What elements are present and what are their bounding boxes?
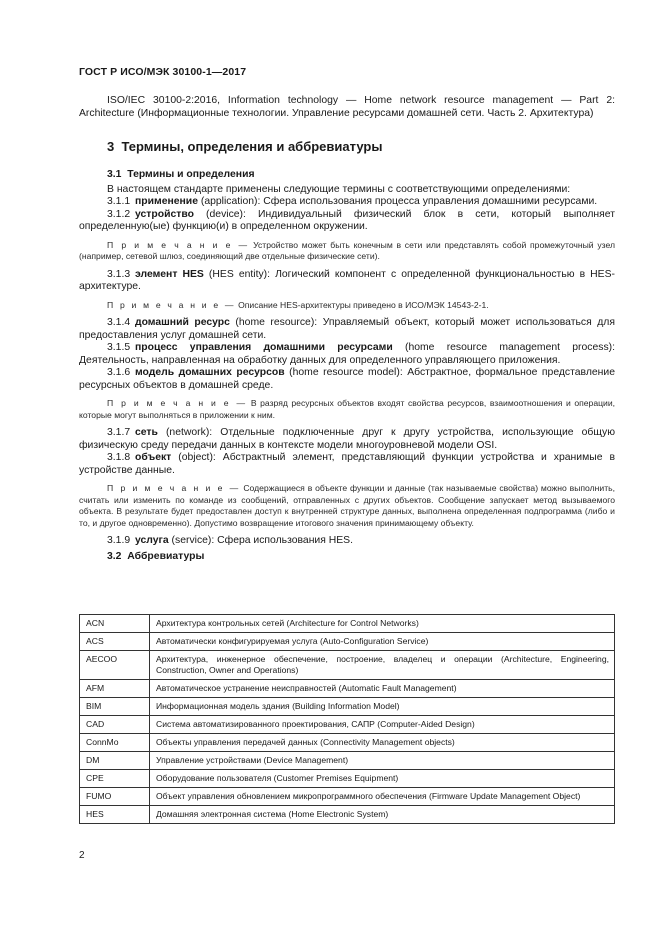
subsection-title: Аббревиатуры xyxy=(127,550,205,562)
term-english: (home resource model): xyxy=(284,367,408,378)
table-row xyxy=(80,716,615,734)
term-name: устройство xyxy=(135,208,194,220)
description-cell: Объект управления обновлением микропрограммного обеспечения (Firmware Update Management Object) xyxy=(150,788,615,806)
description-cell: Архитектура, инженерное обеспечение, построение, владелец и операции (Architecture, Engineering, Construction, Owner and Operations) xyxy=(150,651,615,680)
note-label: П р и м е ч а н и е — xyxy=(107,299,236,310)
term-entry xyxy=(79,367,615,392)
term-entry xyxy=(79,427,615,452)
table-row xyxy=(80,752,615,770)
note-text: Описание HES-архитектуры приведено в ИСО/МЭК 14543-2-1. xyxy=(235,299,489,310)
term-name: сеть xyxy=(135,427,158,438)
description-cell: Оборудование пользователя (Customer Premises Equipment) xyxy=(150,770,615,788)
term-number: 3.1.8 xyxy=(107,452,131,463)
abbreviation-cell: BIM xyxy=(80,698,150,716)
term-definition: Индивидуальный физический блок в сети, который выполняет определенную(ые) функцию(и) в определенном окружении. xyxy=(79,208,615,232)
table-row xyxy=(80,651,615,680)
term-name: модель домашних ресурсов xyxy=(135,367,285,378)
subsection-number: 3.2 xyxy=(107,550,122,562)
note-text: В разряд ресурсных объектов входят свойства ресурсов, взаимоотношения и операции, которые могут выполняться в приложении к ним. xyxy=(79,398,616,420)
term-name: услуга xyxy=(135,535,169,546)
term-english: (home resource): xyxy=(229,317,323,328)
table-row xyxy=(80,788,615,806)
term-definition: Отдельные подключенные друг к другу устройства, использующие общую физическую среду передачи данных в контексте модели многоуровневой модели OSI. xyxy=(79,427,615,451)
note-label: П р и м е ч а н и е — xyxy=(107,483,241,493)
term-number: 3.1.2 xyxy=(107,208,131,220)
section-number: 3 xyxy=(107,139,115,154)
note-text: Содержащиеся в объекте функции и данные (так называемые свойства) можно выполнить, считать или изменить по команде из сообщений, отправленных с других объектов. Сообщение запускает метод вызываемого объекта. В результате будет предоставлен доступ к внутренней структуре данных, выполнена определенная подпрограмма (либо и то, и другое одновременно). Допустимо возвращение итогового значения принимающему объекту. xyxy=(79,483,615,528)
description-cell: Объекты управления передачей данных (Connectivity Management objects) xyxy=(150,734,615,752)
subsection-heading-abbreviations xyxy=(107,551,615,564)
term-english: (home resource management process): xyxy=(392,342,615,353)
term-note xyxy=(79,483,615,529)
term-definition: Сфера использования процесса управления домашними ресурсами. xyxy=(263,196,598,207)
abbreviations-table-body xyxy=(80,615,615,824)
abbreviation-cell: CPE xyxy=(80,770,150,788)
description-cell: Управление устройствами (Device Management) xyxy=(150,752,615,770)
term-definition: Логический компонент с определенной функциональностью в HES-архитектуре. xyxy=(79,268,616,292)
note-label: П р и м е ч а н и е — xyxy=(107,398,248,408)
term-number: 3.1.4 xyxy=(107,317,131,328)
term-name: объект xyxy=(135,452,172,463)
term-number: 3.1.6 xyxy=(107,367,131,378)
description-cell: Информационная модель здания (Building Information Model) xyxy=(150,698,615,716)
term-definition: Абстрактное, формальное представление ресурсных объектов в домашней среде. xyxy=(79,367,615,391)
subsection-heading-terms xyxy=(107,169,615,182)
abbreviation-cell: CAD xyxy=(80,716,150,734)
term-entry xyxy=(79,269,615,294)
term-number: 3.1.1 xyxy=(107,196,131,207)
table-row xyxy=(80,633,615,651)
term-number: 3.1.9 xyxy=(107,535,131,546)
term-note xyxy=(79,398,615,421)
term-name: домашний ресурс xyxy=(135,317,230,328)
section-title: Термины, определения и аббревиатуры xyxy=(121,139,383,154)
term-english: (object): xyxy=(171,452,223,463)
terms-intro: В настоящем стандарте применены следующие термины с соответствующими определениями: xyxy=(107,183,571,195)
term-definition: Деятельность, направленная на обработку данных для определенного управляющего приложения. xyxy=(79,354,561,366)
subsection-number: 3.1 xyxy=(107,169,122,180)
abbreviations-table xyxy=(79,614,615,824)
term-name: применение xyxy=(135,196,198,207)
term-definition: Сфера использования HES. xyxy=(217,535,354,546)
table-row xyxy=(80,806,615,824)
table-row xyxy=(80,770,615,788)
term-entry xyxy=(79,342,615,367)
description-cell: Архитектура контрольных сетей (Architecture for Control Networks) xyxy=(150,615,615,633)
note-label: П р и м е ч а н и е — xyxy=(107,239,250,250)
abbreviation-cell: AFM xyxy=(80,680,150,698)
abbreviation-cell: AECOO xyxy=(80,651,150,680)
table-row xyxy=(80,680,615,698)
term-number: 3.1.5 xyxy=(107,342,131,353)
term-entry xyxy=(79,535,615,548)
term-number: 3.1.3 xyxy=(107,268,131,280)
section-heading xyxy=(107,139,615,155)
note-text: Устройство может быть конечным в сети или представлять собой промежуточный узел (например, сетевой шлюз, соединяющий две отдельные физические сети). xyxy=(79,239,616,261)
normative-reference: ISO/IEC 30100-2:2016, Information technology — Home network resource management — Part 2: Architecture (Информационные технологии. Управление ресурсами домашней сети. Часть 2. Архитектура) xyxy=(79,95,615,119)
term-name: процесс управления домашними ресурсами xyxy=(135,342,393,353)
term-definition: Абстрактный элемент, представляющий функции устройства и хранимые в устройстве данные. xyxy=(79,452,615,476)
subsection-title: Термины и определения xyxy=(127,169,255,180)
page-content xyxy=(79,95,615,565)
description-cell: Автоматически конфигурируемая услуга (Auto-Configuration Service) xyxy=(150,633,615,651)
abbreviation-cell: ACN xyxy=(80,615,150,633)
standard-header: ГОСТ Р ИСО/МЭК 30100-1—2017 xyxy=(79,66,247,78)
term-english: (network): xyxy=(157,427,221,438)
term-note xyxy=(79,240,615,263)
term-english: (device): xyxy=(193,208,258,220)
abbreviation-cell: FUMO xyxy=(80,788,150,806)
description-cell: Автоматическое устранение неисправностей (Automatic Fault Management) xyxy=(150,680,615,698)
term-definition: Управляемый объект, который может использоваться для предоставления услуг домашней сети. xyxy=(79,317,615,341)
term-entry xyxy=(79,317,615,342)
term-number: 3.1.7 xyxy=(107,427,131,438)
term-entry xyxy=(79,196,615,209)
term-entry xyxy=(79,209,615,234)
abbreviation-cell: ACS xyxy=(80,633,150,651)
term-note xyxy=(79,300,615,312)
page-number: 2 xyxy=(79,850,85,861)
table-row xyxy=(80,734,615,752)
abbreviation-cell: ConnMo xyxy=(80,734,150,752)
term-entry xyxy=(79,452,615,477)
term-english: (application): xyxy=(197,196,264,207)
term-english: (service): xyxy=(168,535,218,546)
description-cell: Система автоматизированного проектирования, САПР (Computer-Aided Design) xyxy=(150,716,615,734)
abbreviation-cell: DM xyxy=(80,752,150,770)
table-row xyxy=(80,698,615,716)
abbreviation-cell: HES xyxy=(80,806,150,824)
description-cell: Домашняя электронная система (Home Electronic System) xyxy=(150,806,615,824)
term-english: (HES entity): xyxy=(203,268,276,280)
table-row xyxy=(80,615,615,633)
term-name: элемент HES xyxy=(135,268,204,280)
